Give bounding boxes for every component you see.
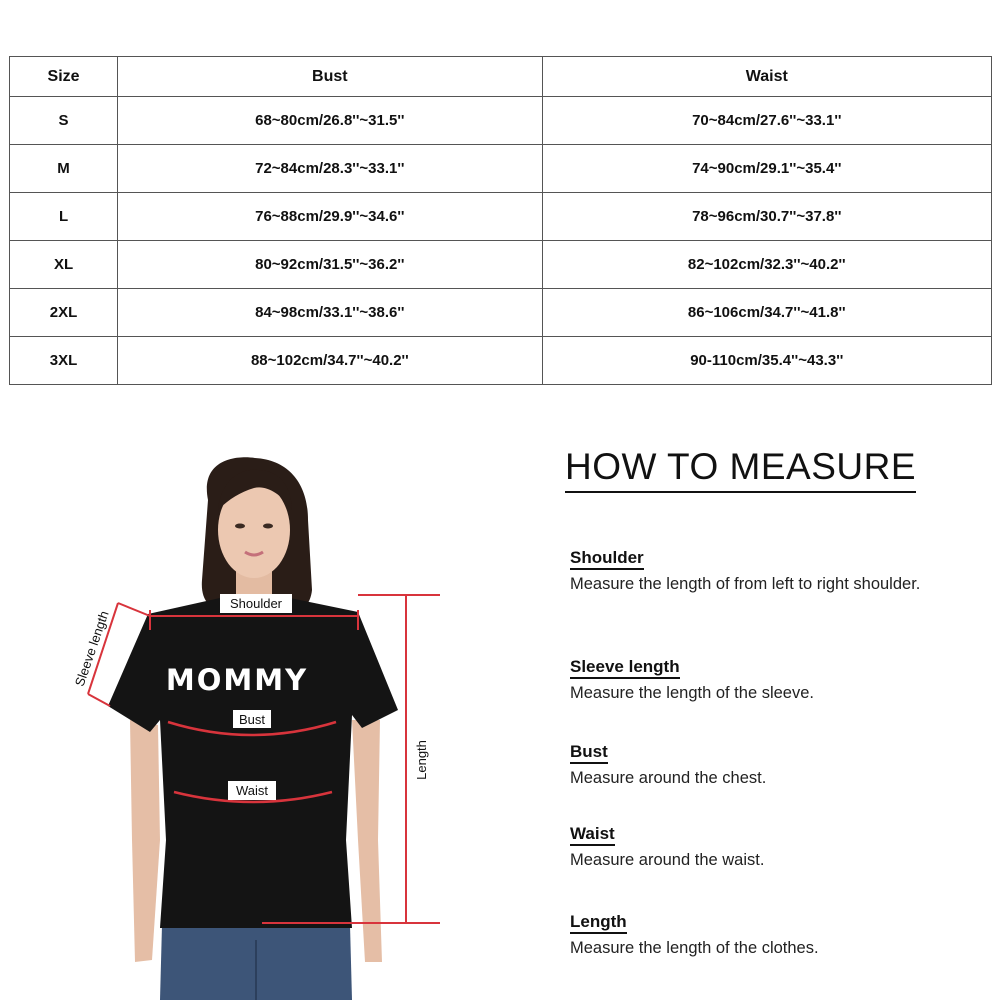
waist-cell: 74~90cm/29.1''~35.4'' bbox=[542, 145, 991, 193]
guide-item-title: Sleeve length bbox=[570, 657, 680, 679]
size-cell: S bbox=[10, 97, 118, 145]
sleeve-label: Sleeve length bbox=[71, 608, 112, 689]
bust-cell: 88~102cm/34.7''~40.2'' bbox=[118, 337, 542, 385]
header-bust: Bust bbox=[118, 57, 542, 97]
guide-item-title: Length bbox=[570, 912, 627, 934]
table-row bbox=[10, 289, 992, 337]
shirt-print-text: MOMMY bbox=[165, 663, 309, 697]
table-row bbox=[10, 97, 992, 145]
sleeve-measure-cap-top bbox=[118, 603, 150, 616]
guide-title: HOW TO MEASURE bbox=[565, 445, 916, 493]
measurement-figure bbox=[40, 440, 520, 1000]
sleeve-measure-cap-bottom bbox=[88, 694, 110, 706]
bust-label: Bust bbox=[238, 712, 266, 727]
size-cell: M bbox=[10, 145, 118, 193]
guide-item-waist bbox=[570, 824, 970, 871]
header-size: Size bbox=[10, 57, 118, 97]
how-to-measure-guide bbox=[565, 445, 985, 957]
length-label: Length bbox=[414, 740, 429, 780]
waist-cell: 70~84cm/27.6''~33.1'' bbox=[542, 97, 991, 145]
size-cell: L bbox=[10, 193, 118, 241]
bust-cell: 76~88cm/29.9''~34.6'' bbox=[118, 193, 542, 241]
bust-cell: 84~98cm/33.1''~38.6'' bbox=[118, 289, 542, 337]
waist-label: Waist bbox=[235, 783, 269, 798]
table-row bbox=[10, 241, 992, 289]
guide-item-desc: Measure around the chest. bbox=[570, 769, 767, 787]
waist-cell: 86~106cm/34.7''~41.8'' bbox=[542, 289, 991, 337]
right-arm bbox=[352, 720, 382, 962]
guide-item-desc: Measure around the waist. bbox=[570, 851, 765, 869]
bust-cell: 68~80cm/26.8''~31.5'' bbox=[118, 97, 542, 145]
bust-cell: 72~84cm/28.3''~33.1'' bbox=[118, 145, 542, 193]
guide-item-sleeve bbox=[570, 657, 970, 704]
left-eye bbox=[235, 524, 245, 529]
size-cell: 2XL bbox=[10, 289, 118, 337]
right-eye bbox=[263, 524, 273, 529]
guide-item-desc: Measure the length of from left to right shoulder. bbox=[570, 575, 921, 593]
shoulder-label: Shoulder bbox=[229, 596, 283, 611]
table-row bbox=[10, 193, 992, 241]
left-arm bbox=[130, 720, 160, 962]
waist-cell: 90-110cm/35.4''~43.3'' bbox=[542, 337, 991, 385]
guide-item-title: Bust bbox=[570, 742, 608, 764]
waist-cell: 82~102cm/32.3''~40.2'' bbox=[542, 241, 991, 289]
table-row bbox=[10, 145, 992, 193]
waist-cell: 78~96cm/30.7''~37.8'' bbox=[542, 193, 991, 241]
guide-item-bust bbox=[570, 742, 970, 789]
guide-item-title: Waist bbox=[570, 824, 615, 846]
size-chart-table bbox=[9, 56, 992, 385]
size-cell: XL bbox=[10, 241, 118, 289]
bust-cell: 80~92cm/31.5''~36.2'' bbox=[118, 241, 542, 289]
guide-item-desc: Measure the length of the sleeve. bbox=[570, 684, 814, 702]
guide-item-shoulder bbox=[570, 548, 970, 595]
guide-item-length bbox=[570, 912, 970, 959]
table-header-row bbox=[10, 57, 992, 97]
guide-item-desc: Measure the length of the clothes. bbox=[570, 939, 819, 957]
size-cell: 3XL bbox=[10, 337, 118, 385]
guide-item-title: Shoulder bbox=[570, 548, 644, 570]
table-row bbox=[10, 337, 992, 385]
header-waist: Waist bbox=[542, 57, 991, 97]
